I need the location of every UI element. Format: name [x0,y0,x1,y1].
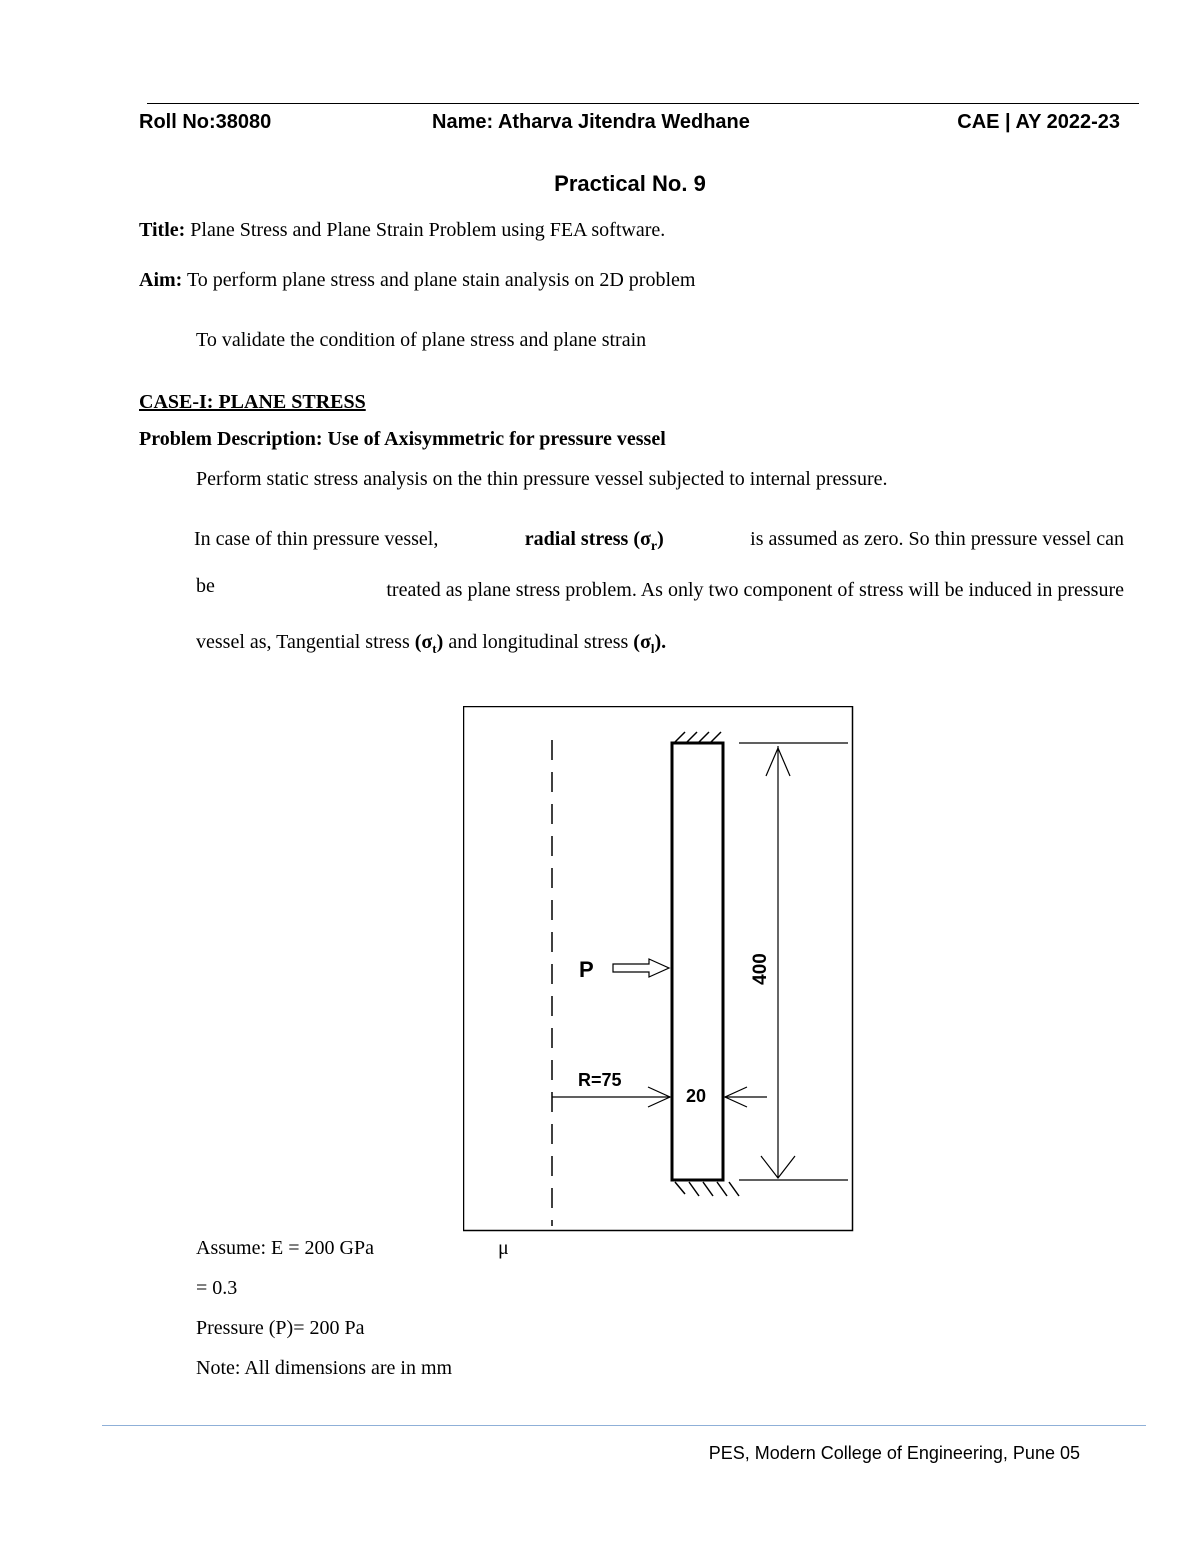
height-label: 400 [750,953,771,985]
aim-label: Aim: [139,269,183,291]
radius-label: R=75 [578,1070,622,1090]
footer-rule [102,1425,1146,1426]
thickness-label: 20 [686,1086,707,1106]
radial-stress-term [525,528,664,555]
aim-line [139,269,695,292]
bottom-fixed-support [675,1182,739,1196]
paragraph-1: Perform static stress analysis on the thin pressure vessel subjected to internal pressure. [196,468,888,490]
text: ) [657,528,664,550]
pressure-vessel-figure [463,706,854,1232]
aim-text-2: To validate the condition of plane stress and plane strain [196,329,647,351]
case-heading: CASE-I: PLANE STRESS [139,391,366,413]
problem-label: Problem Description: [139,428,323,450]
vessel-wall [672,743,723,1180]
paragraph-2-line-3 [196,631,666,657]
roll-no: Roll No:38080 [139,111,272,133]
footer-text: PES, Modern College of Engineering, Pune 05 [708,1443,1080,1463]
practical-title: Practical No. 9 [554,171,706,196]
text: ) [436,631,444,653]
paragraph-2-line-2 [196,575,1124,602]
assume-note: Note: All dimensions are in mm [196,1357,453,1379]
text: treated as plane stress problem. As only two component of stress will be induced in pressure [386,579,1124,601]
subscript: l [650,641,655,656]
top-fixed-support [675,732,721,742]
header-rule [147,103,1139,104]
text: (σ [633,631,651,653]
subscript: t [432,641,437,656]
tangential-stress-symbol [414,631,444,656]
paragraph-2-line-1 [194,528,1124,555]
course-year: CAE | AY 2022-23 [957,111,1120,133]
pressure-label: P [579,957,594,982]
text: be [196,575,215,597]
longitudinal-stress-symbol [633,631,667,656]
assume-modulus: Assume: E = 200 GPa [196,1237,374,1259]
text: is assumed as zero. So thin pressure vessel can [750,528,1124,550]
title-text: Plane Stress and Plane Strain Problem using FEA software. [190,219,666,241]
pressure-arrow-icon [613,959,669,977]
text: and longitudinal stress [448,631,629,653]
subscript: r [650,539,658,554]
assume-poisson: = 0.3 [196,1277,238,1299]
assume-mu-symbol: μ [498,1237,509,1259]
student-name: Name: Atharva Jitendra Wedhane [432,111,750,133]
title-line [139,219,665,242]
text: vessel as, Tangential stress [196,631,410,653]
text: In case of thin pressure vessel, [194,528,439,550]
aim-text: To perform plane stress and plane stain analysis on 2D problem [186,269,696,291]
text: radial stress (σ [524,528,651,550]
assume-pressure: Pressure (P)= 200 Pa [196,1317,365,1339]
text: (σ [414,631,433,653]
problem-description [139,428,666,451]
problem-text: Use of Axisymmetric for pressure vessel [327,428,666,450]
title-label: Title: [139,219,186,241]
text: ). [654,631,667,653]
